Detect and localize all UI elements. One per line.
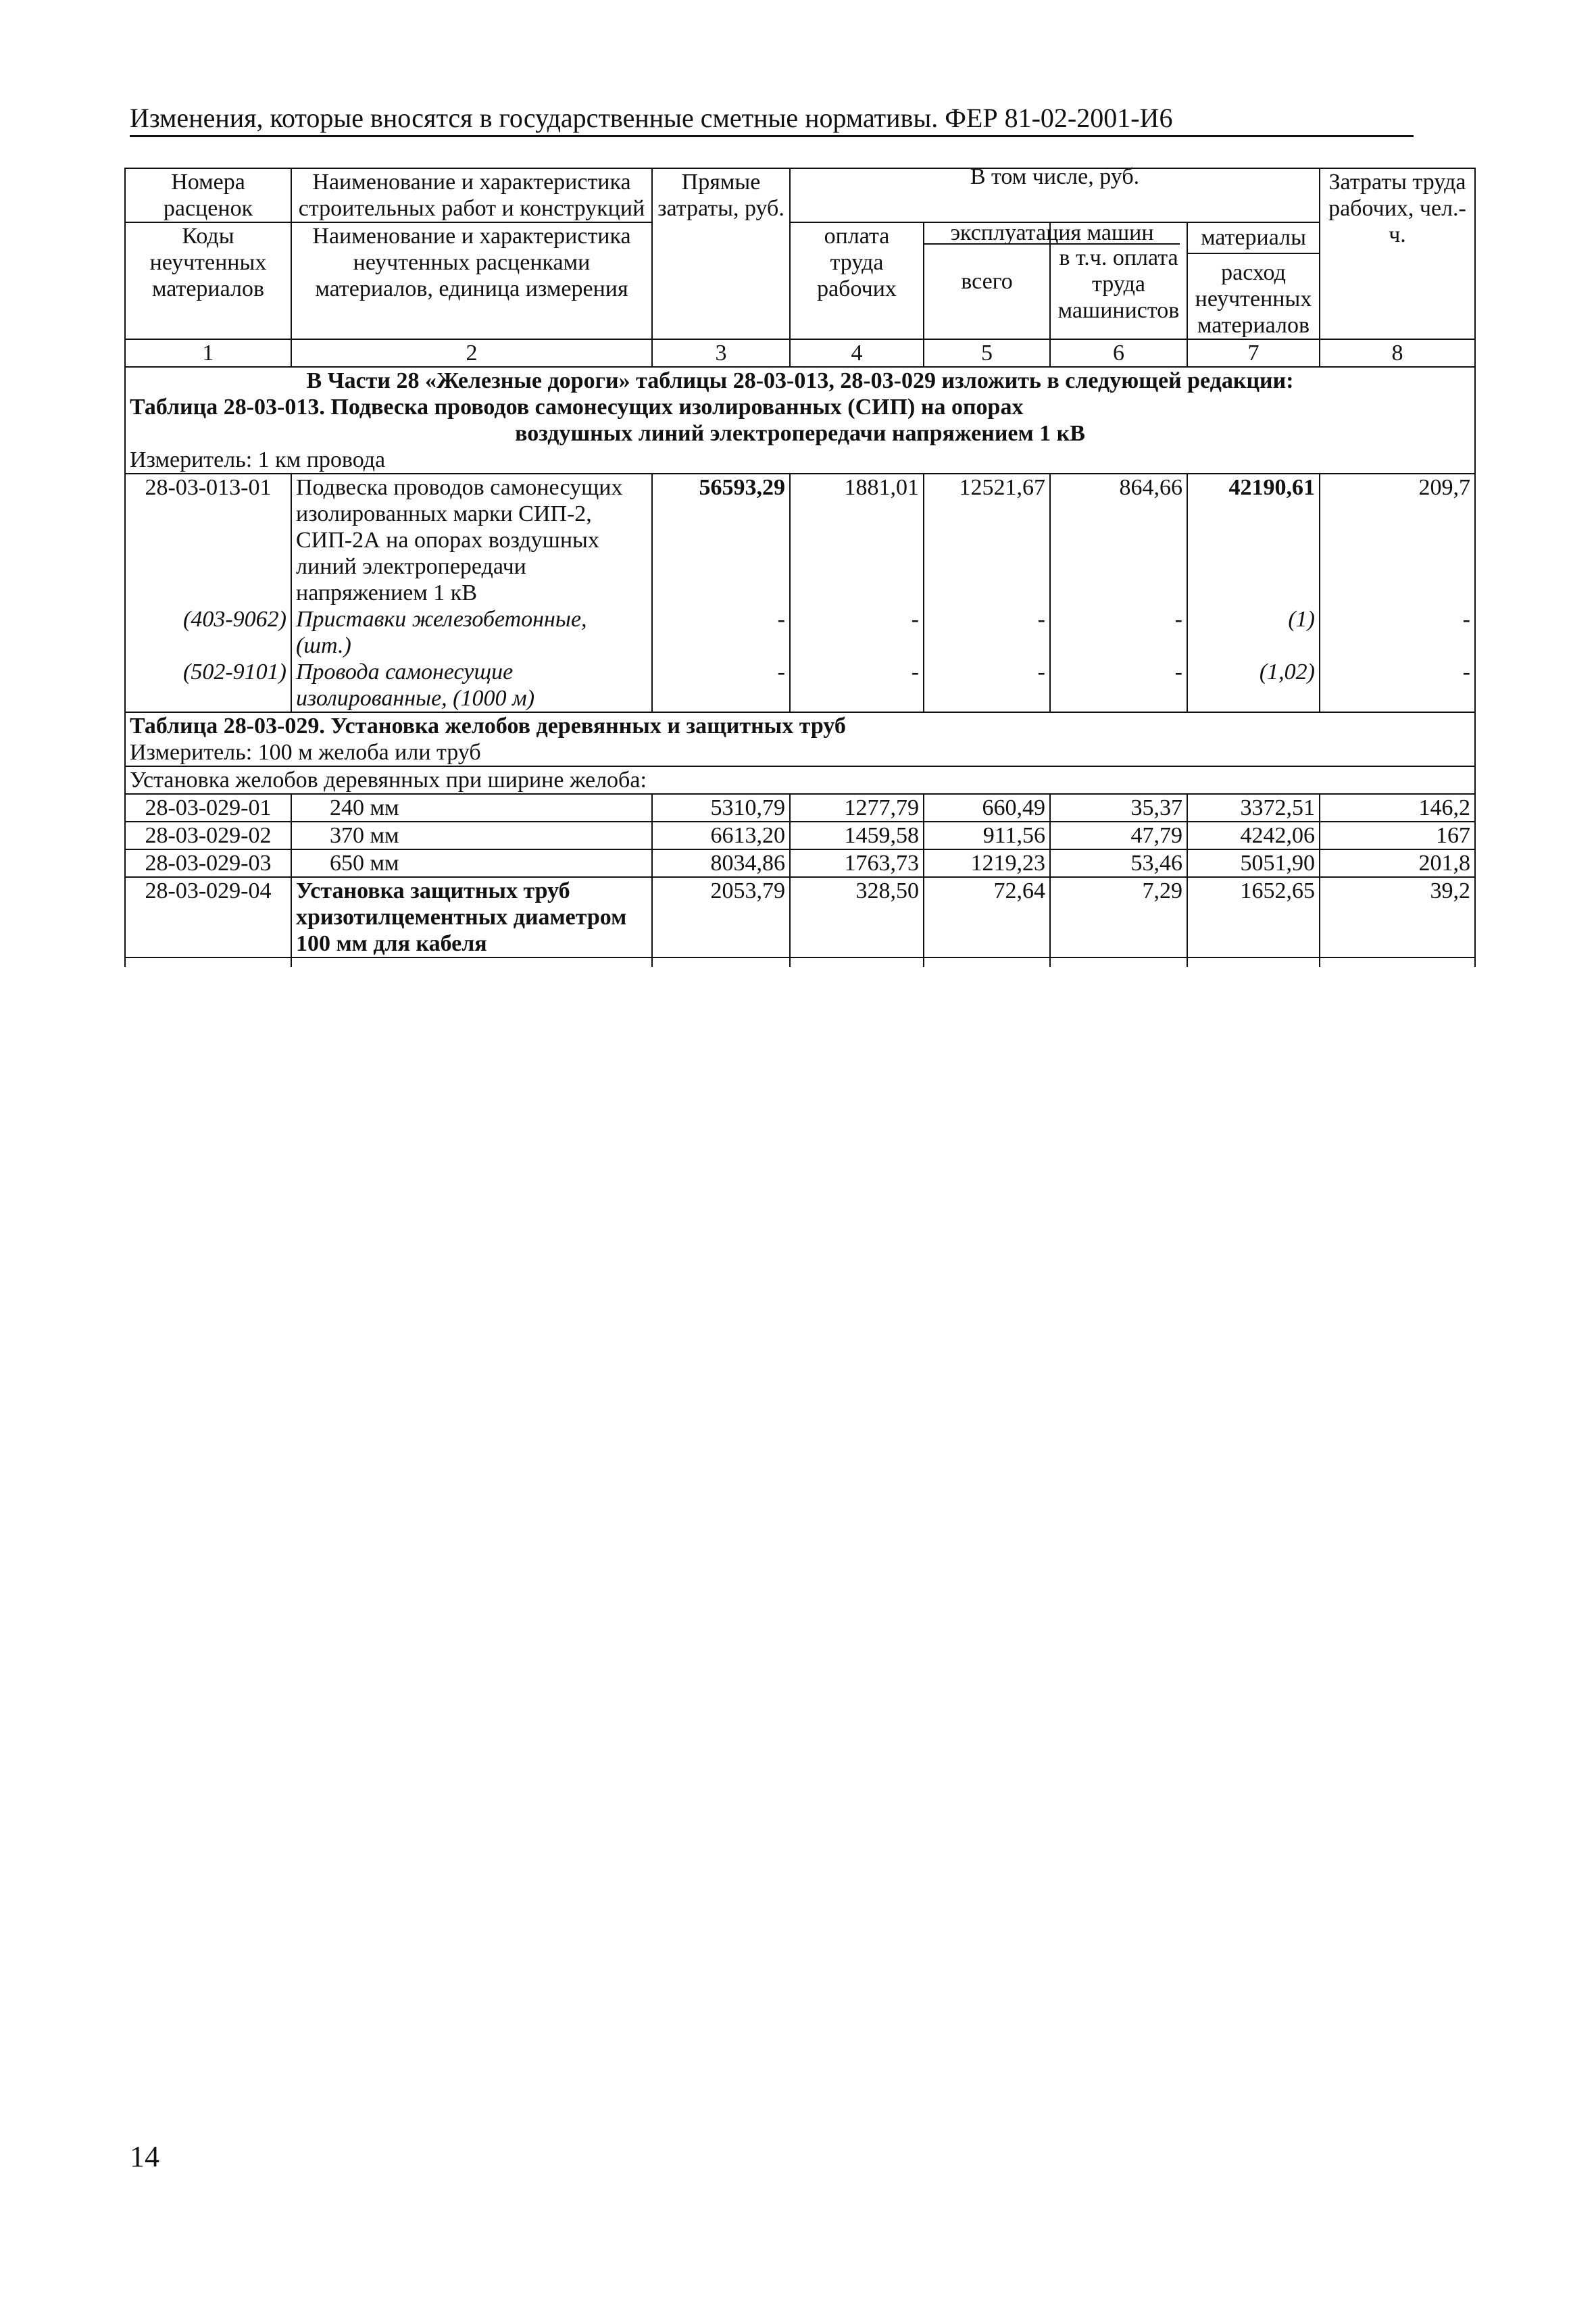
header-machines-label: эксплуатация машин — [924, 223, 1180, 245]
header-rate-numbers: Номера расценок — [125, 168, 291, 222]
table-row — [125, 849, 1475, 877]
materials-cost: 4242,06 — [1187, 822, 1320, 849]
material-code: (502-9101) — [125, 659, 291, 712]
table1-title-line1: Таблица 28-03-013. Подвеска проводов самонесущих изолированных (СИП) на опорах — [130, 395, 1024, 420]
column-number: 2 — [291, 339, 652, 367]
machinists-pay: 864,66 — [1050, 474, 1187, 606]
header-materials-consumption: расход неучтенных материалов — [1195, 260, 1312, 338]
column-number: 5 — [924, 339, 1050, 367]
header-including-group: В том числе, руб. — [790, 168, 1320, 222]
machinists-pay: 7,29 — [1050, 877, 1187, 957]
column-number: 8 — [1320, 339, 1475, 367]
labor-hours: 201,8 — [1320, 849, 1475, 877]
machines-total: 660,49 — [924, 794, 1050, 822]
rate-code: 28-03-029-04 — [125, 877, 291, 957]
table1-title-line2: воздушных линий электропередачи напряжением 1 кВ — [515, 421, 1085, 446]
machines-total: - — [924, 659, 1050, 712]
norms-table — [124, 164, 1476, 967]
direct-costs: 56593,29 — [652, 474, 790, 606]
rate-name: 240 мм — [291, 794, 652, 822]
materials-cost: 5051,90 — [1187, 849, 1320, 877]
labor-hours: 146,2 — [1320, 794, 1475, 822]
section-heading: В Части 28 «Железные дороги» таблицы 28-03-013, 28-03-029 изложить в следующей редакции: — [125, 367, 1475, 394]
column-number: 6 — [1050, 339, 1187, 367]
page-header: Изменения, которые вносятся в государственные сметные нормативы. ФЕР 81-02-2001-И6 — [130, 101, 1414, 137]
rate-code: 28-03-029-03 — [125, 849, 291, 877]
machines-total: 911,56 — [924, 822, 1050, 849]
rate-code: 28-03-029-02 — [125, 822, 291, 849]
machinists-pay: - — [1050, 659, 1187, 712]
labor-pay: 1881,01 — [790, 474, 924, 606]
header-machinists-pay-label: в т.ч. оплата труда машинистов — [1057, 245, 1180, 323]
materials-cost: 1652,65 — [1187, 877, 1320, 957]
direct-costs: - — [652, 659, 790, 712]
labor-pay: - — [790, 606, 924, 659]
direct-costs: 2053,79 — [652, 877, 790, 957]
table-row — [125, 794, 1475, 822]
labor-pay: - — [790, 659, 924, 712]
table-row — [125, 474, 1475, 606]
labor-pay: 1459,58 — [790, 822, 924, 849]
materials-consumption: (1,02) — [1187, 659, 1320, 712]
rate-code: 28-03-029-01 — [125, 794, 291, 822]
material-name: Приставки железобетонные, (шт.) — [291, 606, 652, 659]
labor-pay: 1277,79 — [790, 794, 924, 822]
table2-measure: Измеритель: 100 м желоба или труб — [125, 739, 1475, 766]
header-labor-hours: Затраты труда рабочих, чел.-ч. — [1320, 168, 1475, 339]
material-row — [125, 659, 1475, 712]
machines-total: - — [924, 606, 1050, 659]
labor-pay: 328,50 — [790, 877, 924, 957]
column-number: 3 — [652, 339, 790, 367]
table2-title: Таблица 28-03-029. Установка желобов деревянных и защитных труб — [125, 712, 1475, 739]
material-code: (403-9062) — [125, 606, 291, 659]
table1-measure: Измеритель: 1 км провода — [125, 447, 1475, 474]
table-row — [125, 877, 1475, 957]
column-number: 1 — [125, 339, 291, 367]
materials-cost: 3372,51 — [1187, 794, 1320, 822]
labor-pay: 1763,73 — [790, 849, 924, 877]
rate-name: 650 мм — [291, 849, 652, 877]
header-materials-label: материалы — [1188, 223, 1319, 254]
direct-costs: 8034,86 — [652, 849, 790, 877]
machines-total: 72,64 — [924, 877, 1050, 957]
machinists-pay: 47,79 — [1050, 822, 1187, 849]
materials-cost: 42190,61 — [1187, 474, 1320, 606]
machinists-pay: - — [1050, 606, 1187, 659]
rate-name: 370 мм — [291, 822, 652, 849]
labor-hours: 167 — [1320, 822, 1475, 849]
header-labor-pay: оплата труда рабочих — [790, 222, 924, 339]
direct-costs: 5310,79 — [652, 794, 790, 822]
labor-hours: - — [1320, 606, 1475, 659]
material-row — [125, 606, 1475, 659]
header-material-names: Наименование и характеристика неучтенных расценками материалов, единица измерения — [291, 222, 652, 339]
machines-total: 12521,67 — [924, 474, 1050, 606]
header-machines-total-label: всего — [961, 269, 1013, 294]
header-material-codes: Коды неучтенных материалов — [125, 222, 291, 339]
rate-name: Подвеска проводов самонесущих изолированных марки СИП-2, СИП-2А на опорах воздушных линий электропередачи напряжением 1 кВ — [291, 474, 652, 606]
direct-costs: - — [652, 606, 790, 659]
labor-hours: 39,2 — [1320, 877, 1475, 957]
labor-hours: - — [1320, 659, 1475, 712]
table2-subheading: Установка желобов деревянных при ширине желоба: — [125, 766, 1475, 794]
direct-costs: 6613,20 — [652, 822, 790, 849]
header-materials — [1187, 222, 1320, 339]
rate-name: Установка защитных труб хризотилцементных диаметром 100 мм для кабеля — [291, 877, 652, 957]
machines-total: 1219,23 — [924, 849, 1050, 877]
column-number: 7 — [1187, 339, 1320, 367]
table1-title — [125, 394, 1475, 447]
labor-hours: 209,7 — [1320, 474, 1475, 606]
table-row — [125, 822, 1475, 849]
page-number: 14 — [130, 2140, 159, 2173]
machinists-pay: 35,37 — [1050, 794, 1187, 822]
header-work-name: Наименование и характеристика строительных работ и конструкций — [291, 168, 652, 222]
header-direct-costs: Прямые затраты, руб. — [652, 168, 790, 339]
rate-code: 28-03-013-01 — [125, 474, 291, 606]
machinists-pay: 53,46 — [1050, 849, 1187, 877]
material-name: Провода самонесущие изолированные, (1000 м) — [291, 659, 652, 712]
table-bottom-spacer — [125, 957, 1475, 967]
materials-consumption: (1) — [1187, 606, 1320, 659]
column-number: 4 — [790, 339, 924, 367]
